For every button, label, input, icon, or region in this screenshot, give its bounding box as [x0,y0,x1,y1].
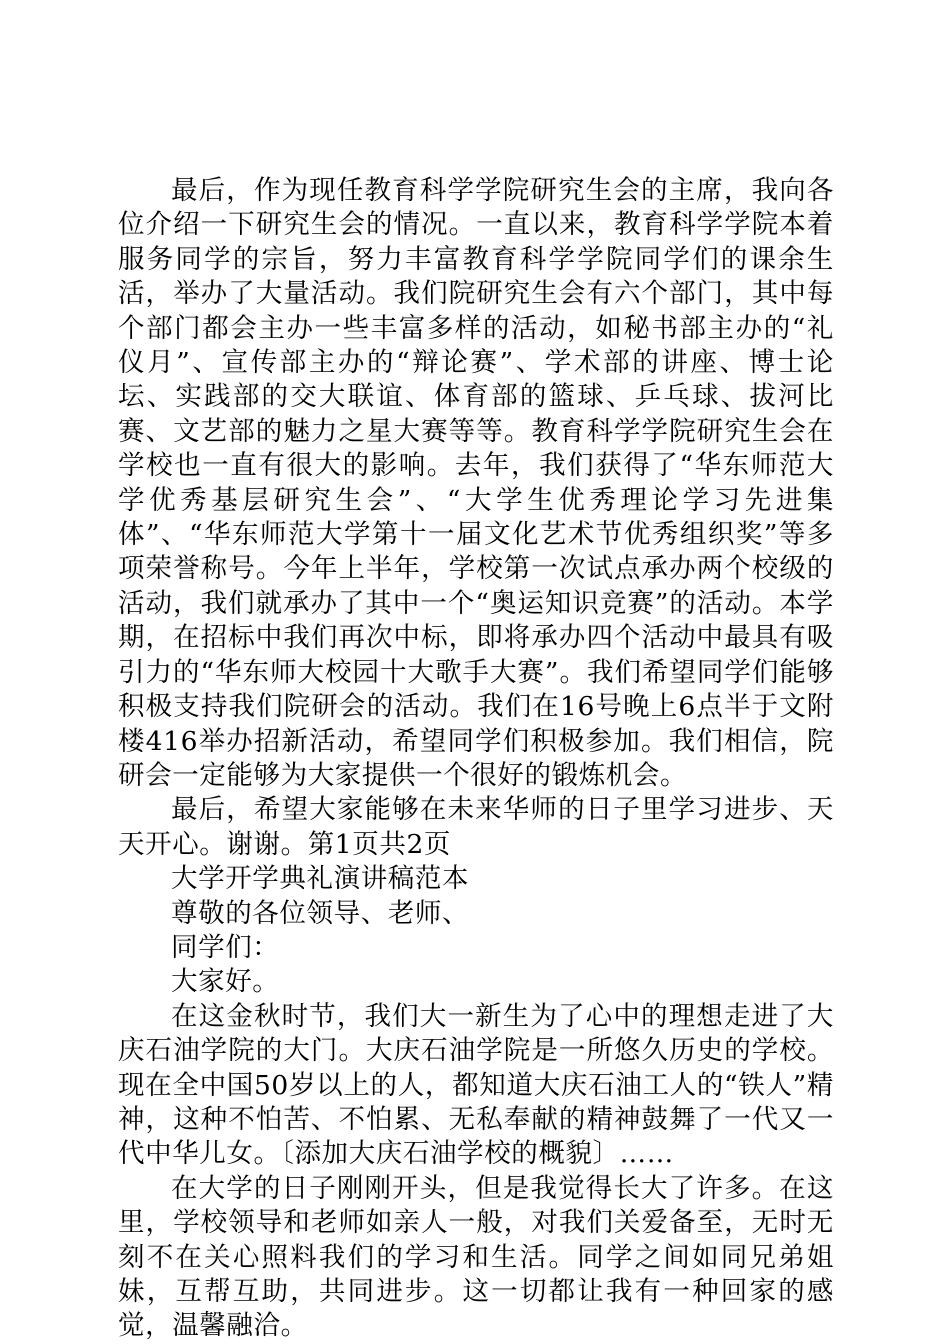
paragraph-school-history: 在这金秋时节，我们大一新生为了心中的理想走进了大庆石油学院的大门。大庆石油学院是一所悠久历史的学校。现在全中国50岁以上的人，都知道大庆石油工人的“铁人”精神，这种不怕苦、不怕累、无私奉献的精神鼓舞了一代又一代中华儿女。〔添加大庆石油学校的概貌〕…… [118,1000,834,1170]
salutation-students: 同学们： [171,931,280,963]
salutation-leaders: 尊敬的各位领导、老师、 [171,897,470,929]
document-body [118,174,834,1344]
paragraph-student-union-intro: 最后，作为现任教育科学学院研究生会的主席，我向各位介绍一下研究生会的情况。一直以来，教育科学学院本着服务同学的宗旨，努力丰富教育科学学院同学们的课余生活，举办了大量活动。我们院研究生会有六个部门，其中每个部门都会主办一些丰富多样的活动，如秘书部主办的“礼仪月”、宣传部主办的“辩论赛”、学术部的讲座、博士论坛、实践部的交大联谊、体育部的篮球、乒乓球、拔河比赛、文艺部的魅力之星大赛等等。教育科学学院研究生会在学校也一直有很大的影响。去年，我们获得了“华东师范大学优秀基层研究生会”、“大学生优秀理论学习先进集体”、“华东师范大学第十一届文化艺术节优秀组织奖”等多项荣誉称号。今年上半年，学校第一次试点承办两个校级的活动，我们就承办了其中一个“奥运知识竞赛”的活动。本学期，在招标中我们再次中标，即将承办四个活动中最具有吸引力的“华东师大校园十大歌手大赛”。我们希望同学们能够积极支持我们院研会的活动。我们在16号晚上6点半于文附楼416举办招新活动，希望同学们积极参加。我们相信，院研会一定能够为大家提供一个很好的锻炼机会。 [118,175,834,791]
paragraph-university-life: 在大学的日子刚刚开头，但是我觉得长大了许多。在这里，学校领导和老师如亲人一般，对我们关爱备至，无时无刻不在关心照料我们的学习和生活。同学之间如同兄弟姐妹，互帮互助，共同进步。这一切都让我有一种回家的感觉，温馨融洽。 [118,1172,834,1342]
greeting: 大家好。 [171,966,280,998]
speech-title: 大学开学典礼演讲稿范本 [171,863,470,895]
paragraph-closing-thanks: 最后，希望大家能够在未来华师的日子里学习进步、天天开心。谢谢。第1页共2页 [118,794,834,860]
